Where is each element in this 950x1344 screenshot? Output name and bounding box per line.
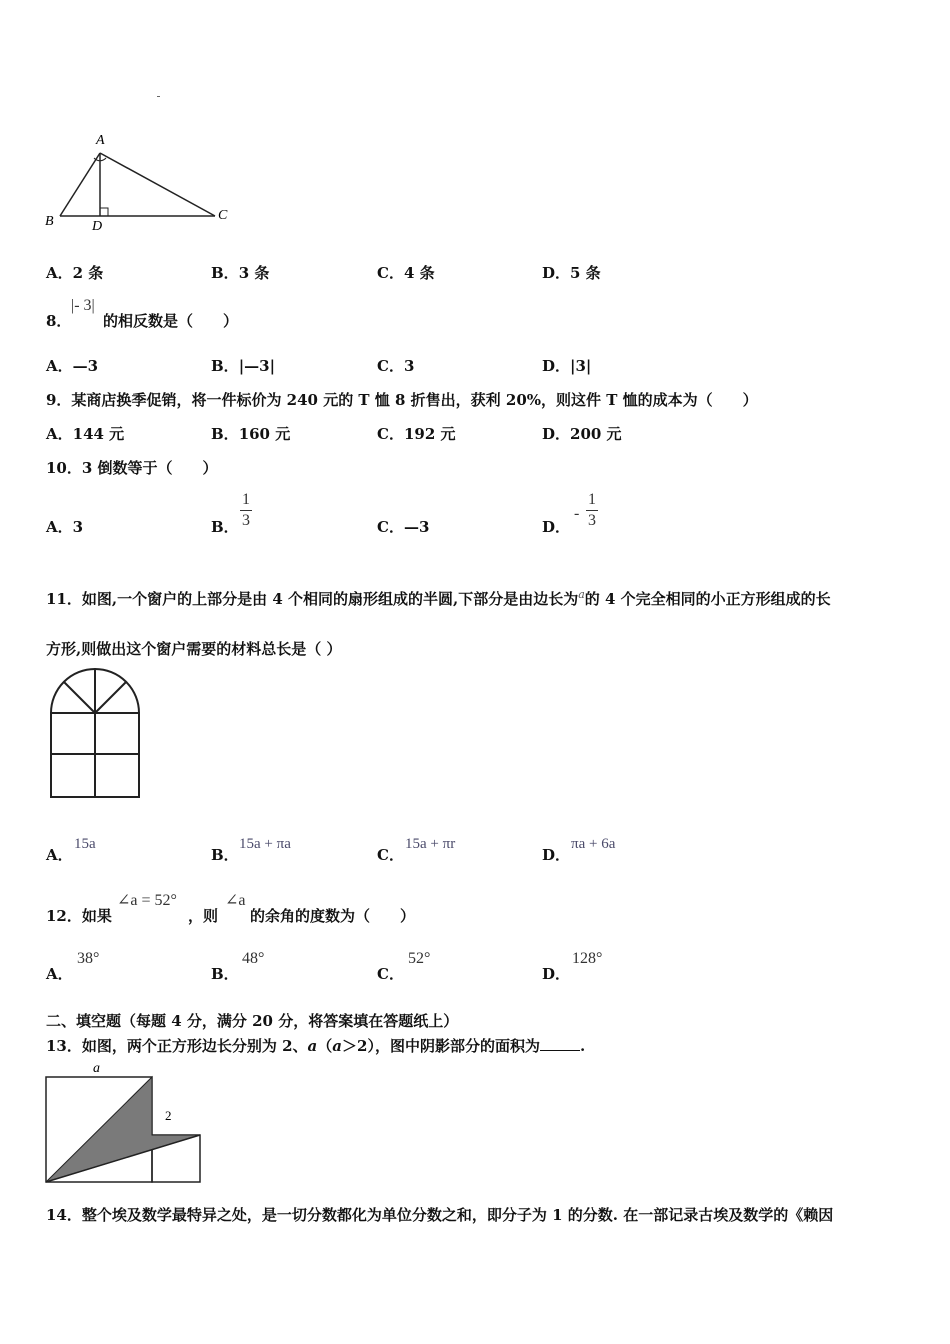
sector-divider-left [64, 682, 95, 713]
q11-line2: 方形,则做出这个窗户需要的材料总长是（ ） [46, 640, 342, 658]
q13-cond-a: a [332, 1037, 343, 1055]
q8-option-c[interactable]: C．3 [377, 357, 415, 375]
q11-option-b-letter[interactable]: B． [211, 846, 239, 864]
q9-text: 9．某商店换季促销，将一件标价为 240 元的 T 恤 8 折售出，获利 20%，则这件 T 恤的成本为（ ） [46, 391, 758, 409]
numerator: 1 [588, 491, 596, 508]
sector-divider-right [95, 682, 126, 713]
side-ab [60, 153, 100, 216]
q8-number: 8． [46, 312, 72, 330]
right-angle-mark [100, 208, 108, 216]
q11-line1: 11．如图,一个窗户的上部分是由 4 个相同的扇形组成的半圆,下部分是由边长为$^a$的 4 个完全相同的小正方形组成的长 [46, 588, 831, 608]
q9-option-b[interactable]: B．160 元 [211, 425, 291, 443]
q12-option-d-value[interactable]: 128° [572, 950, 603, 967]
q12-mid: ，则 [188, 907, 219, 925]
q13-var-a: a [307, 1037, 318, 1055]
label-d: D [92, 219, 103, 234]
q11-option-a-letter[interactable]: A． [46, 846, 73, 864]
q12-option-b-value[interactable]: 48° [242, 950, 265, 967]
q12-option-a-letter[interactable]: A． [46, 965, 73, 983]
q12-option-c-letter[interactable]: C． [377, 965, 404, 983]
label-c: C [218, 208, 228, 223]
q8-text: 的相反数是（ ） [103, 312, 239, 330]
q9-option-d[interactable]: D．200 元 [542, 425, 622, 443]
q7-option-b[interactable]: B．3 条 [211, 264, 270, 282]
q12-option-d-letter[interactable]: D． [542, 965, 571, 983]
q11-var-a: a [578, 588, 585, 601]
q12-option-c-value[interactable]: 52° [408, 950, 431, 967]
q10-option-c[interactable]: C．—3 [377, 518, 430, 536]
q8-option-b[interactable]: B．|—3| [211, 357, 276, 375]
q11-option-c-value[interactable]: 15a + πr [405, 836, 456, 852]
q10-option-d-sign: - [574, 505, 580, 522]
q11-option-c-letter[interactable]: C． [377, 846, 404, 864]
section-2-title: 二、填空题（每题 4 分，满分 20 分，将答案填在答题纸上） [46, 1012, 459, 1030]
q12-option-b-letter[interactable]: B． [211, 965, 239, 983]
numerator: 1 [242, 491, 250, 508]
denominator: 3 [242, 512, 250, 529]
label-b: B [45, 214, 54, 229]
label-a: A [96, 133, 105, 148]
q11-window-figure [44, 666, 144, 802]
q8-option-d[interactable]: D．|3| [542, 357, 592, 375]
q14-text: 14．整个埃及数学最特异之处，是一切分数都化为单位分数之和，即分子为 1 的分数. 在一部记录古埃及数学的《赖因 [46, 1206, 834, 1224]
fraction-bar [586, 510, 598, 511]
denominator: 3 [588, 512, 596, 529]
q12-angle: ∠a [225, 892, 246, 909]
q11-option-d-letter[interactable]: D． [542, 846, 571, 864]
q9-option-a[interactable]: A．144 元 [46, 425, 125, 443]
q7-option-d[interactable]: D．5 条 [542, 264, 601, 282]
q10-text: 10．3 倒数等于（ ） [46, 459, 218, 477]
label-a: a [93, 1061, 100, 1076]
q11-option-b-value[interactable]: 15a + πa [239, 836, 291, 852]
q11-option-d-value[interactable]: πa + 6a [571, 836, 616, 852]
stray-dot [157, 96, 160, 97]
q13-squares-figure [40, 1058, 210, 1186]
shaded-region [46, 1077, 200, 1182]
q10-option-d-letter[interactable]: D． [542, 518, 571, 536]
q8-option-a[interactable]: A．—3 [46, 357, 99, 375]
q11-option-a-value[interactable]: 15a [74, 836, 96, 852]
q10-option-d-fraction[interactable] [586, 491, 598, 530]
q12-option-a-value[interactable]: 38° [77, 950, 100, 967]
q7-option-c[interactable]: C．4 条 [377, 264, 435, 282]
q7-option-a[interactable]: A．2 条 [46, 264, 104, 282]
side-ac [100, 153, 215, 216]
fraction-bar [240, 510, 252, 511]
q10-option-b-letter[interactable]: B． [211, 518, 239, 536]
label-2: 2 [165, 1108, 172, 1123]
q7-triangle-figure [40, 130, 240, 235]
q9-option-c[interactable]: C．192 元 [377, 425, 456, 443]
q12-tail: 的余角的度数为（ ） [250, 907, 416, 925]
q13-text: 13．如图，两个正方形边长分别为 2、a（a＞2），图中阴影部分的面积为 . [46, 1037, 586, 1055]
q10-option-a[interactable]: A．3 [46, 518, 84, 536]
q12-number: 12．如果 [46, 907, 112, 925]
q13-answer-blank[interactable] [540, 1036, 580, 1051]
q8-expression: |- 3| [71, 297, 95, 314]
q10-option-b-fraction[interactable] [240, 491, 252, 530]
q12-condition: ∠a = 52° [117, 892, 177, 909]
